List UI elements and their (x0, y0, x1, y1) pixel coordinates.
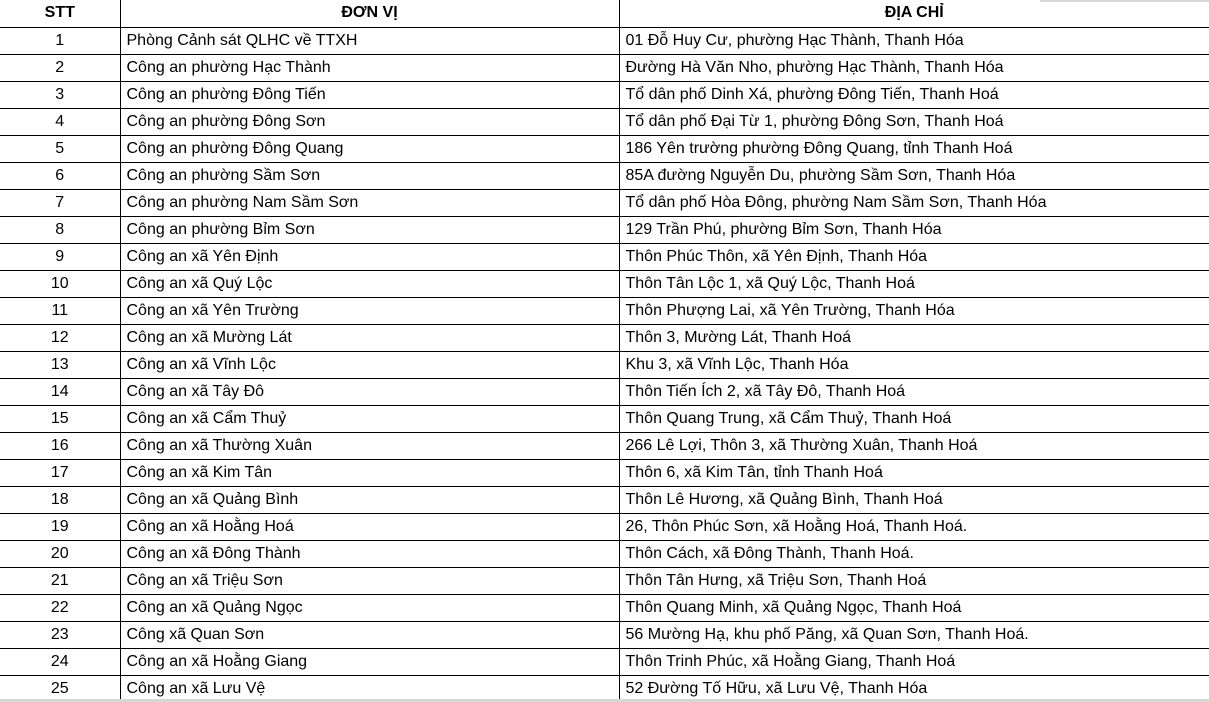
table-row (0, 243, 1209, 270)
header-address: ĐỊA CHỈ (619, 0, 1209, 27)
unit-cell: Công an xã Quảng Bình (120, 486, 619, 513)
table-row (0, 108, 1209, 135)
row-number-cell: 24 (0, 648, 120, 675)
table-row (0, 540, 1209, 567)
address-cell: Tổ dân phố Dinh Xá, phường Đông Tiến, Thanh Hoá (619, 81, 1209, 108)
table-row (0, 675, 1209, 702)
table-row (0, 594, 1209, 621)
row-number-cell: 15 (0, 405, 120, 432)
address-cell: Thôn Tân Lộc 1, xã Quý Lộc, Thanh Hoá (619, 270, 1209, 297)
address-cell: 186 Yên trường phường Đông Quang, tỉnh Thanh Hoá (619, 135, 1209, 162)
table-row (0, 621, 1209, 648)
address-cell: Tổ dân phố Đại Từ 1, phường Đông Sơn, Thanh Hoá (619, 108, 1209, 135)
unit-cell: Công an xã Thường Xuân (120, 432, 619, 459)
row-number-cell: 18 (0, 486, 120, 513)
table-row (0, 351, 1209, 378)
row-number-cell: 14 (0, 378, 120, 405)
address-cell: Thôn Phúc Thôn, xã Yên Định, Thanh Hóa (619, 243, 1209, 270)
row-number-cell: 11 (0, 297, 120, 324)
row-number-cell: 2 (0, 54, 120, 81)
unit-cell: Công an xã Cẩm Thuỷ (120, 405, 619, 432)
row-number-cell: 23 (0, 621, 120, 648)
address-cell: Thôn Cách, xã Đông Thành, Thanh Hoá. (619, 540, 1209, 567)
unit-cell: Công an xã Mường Lát (120, 324, 619, 351)
row-number-cell: 7 (0, 189, 120, 216)
unit-cell: Công an xã Quý Lộc (120, 270, 619, 297)
address-cell: Thôn 6, xã Kim Tân, tỉnh Thanh Hoá (619, 459, 1209, 486)
table-row (0, 648, 1209, 675)
row-number-cell: 16 (0, 432, 120, 459)
table-row (0, 513, 1209, 540)
row-number-cell: 19 (0, 513, 120, 540)
row-number-cell: 8 (0, 216, 120, 243)
table-row (0, 378, 1209, 405)
unit-cell: Công an phường Sầm Sơn (120, 162, 619, 189)
address-cell: Thôn Quang Trung, xã Cẩm Thuỷ, Thanh Hoá (619, 405, 1209, 432)
row-number-cell: 4 (0, 108, 120, 135)
address-cell: Thôn Tiến Ích 2, xã Tây Đô, Thanh Hoá (619, 378, 1209, 405)
table-row (0, 567, 1209, 594)
address-cell: 26, Thôn Phúc Sơn, xã Hoằng Hoá, Thanh Hoá. (619, 513, 1209, 540)
table-header (0, 0, 1209, 27)
row-number-cell: 1 (0, 27, 120, 54)
address-cell: Thôn Quang Minh, xã Quảng Ngọc, Thanh Hoá (619, 594, 1209, 621)
table-row (0, 270, 1209, 297)
table-row (0, 432, 1209, 459)
row-number-cell: 12 (0, 324, 120, 351)
row-number-cell: 10 (0, 270, 120, 297)
unit-cell: Công an phường Đông Tiến (120, 81, 619, 108)
table-row (0, 459, 1209, 486)
table-row (0, 297, 1209, 324)
header-row (0, 0, 1209, 27)
unit-cell: Công an phường Đông Quang (120, 135, 619, 162)
address-cell: 85A đường Nguyễn Du, phường Sầm Sơn, Thanh Hóa (619, 162, 1209, 189)
row-number-cell: 25 (0, 675, 120, 702)
unit-cell: Công an phường Hạc Thành (120, 54, 619, 81)
row-number-cell: 5 (0, 135, 120, 162)
unit-cell: Công an xã Tây Đô (120, 378, 619, 405)
table-row (0, 54, 1209, 81)
unit-cell: Công an xã Vĩnh Lộc (120, 351, 619, 378)
table-row (0, 486, 1209, 513)
unit-cell: Công an xã Yên Định (120, 243, 619, 270)
unit-cell: Công an xã Kim Tân (120, 459, 619, 486)
row-number-cell: 3 (0, 81, 120, 108)
unit-cell: Công an xã Hoằng Giang (120, 648, 619, 675)
row-number-cell: 22 (0, 594, 120, 621)
address-cell: Tổ dân phố Hòa Đông, phường Nam Sầm Sơn, Thanh Hóa (619, 189, 1209, 216)
unit-cell: Công an phường Đông Sơn (120, 108, 619, 135)
header-unit: ĐƠN VỊ (120, 0, 619, 27)
address-cell: 01 Đỗ Huy Cư, phường Hạc Thành, Thanh Hóa (619, 27, 1209, 54)
unit-cell: Công xã Quan Sơn (120, 621, 619, 648)
address-cell: 266 Lê Lợi, Thôn 3, xã Thường Xuân, Thanh Hoá (619, 432, 1209, 459)
header-stt: STT (0, 0, 120, 27)
row-number-cell: 20 (0, 540, 120, 567)
table-row (0, 135, 1209, 162)
top-edge-artifact (1040, 0, 1209, 2)
unit-cell: Công an xã Quảng Ngọc (120, 594, 619, 621)
address-cell: Thôn Phượng Lai, xã Yên Trường, Thanh Hóa (619, 297, 1209, 324)
row-number-cell: 6 (0, 162, 120, 189)
address-cell: Đường Hà Văn Nho, phường Hạc Thành, Thanh Hóa (619, 54, 1209, 81)
unit-cell: Công an phường Nam Sầm Sơn (120, 189, 619, 216)
row-number-cell: 17 (0, 459, 120, 486)
table-row (0, 162, 1209, 189)
unit-cell: Công an xã Triệu Sơn (120, 567, 619, 594)
address-cell: Thôn Trinh Phúc, xã Hoằng Giang, Thanh Hoá (619, 648, 1209, 675)
address-cell: Khu 3, xã Vĩnh Lộc, Thanh Hóa (619, 351, 1209, 378)
address-cell: 129 Trần Phú, phường Bỉm Sơn, Thanh Hóa (619, 216, 1209, 243)
row-number-cell: 21 (0, 567, 120, 594)
table-row (0, 324, 1209, 351)
table-row (0, 405, 1209, 432)
address-cell: 52 Đường Tố Hữu, xã Lưu Vệ, Thanh Hóa (625, 679, 928, 697)
row-number-cell: 13 (0, 351, 120, 378)
unit-cell: Công an xã Lưu Vệ (120, 675, 619, 702)
address-cell: Thôn 3, Mường Lát, Thanh Hoá (619, 324, 1209, 351)
unit-cell: Công an xã Yên Trường (120, 297, 619, 324)
unit-cell: Công an xã Hoằng Hoá (120, 513, 619, 540)
unit-cell: Công an xã Đông Thành (120, 540, 619, 567)
table-row (0, 216, 1209, 243)
unit-cell: Phòng Cảnh sát QLHC về TTXH (120, 27, 619, 54)
table-row (0, 81, 1209, 108)
address-cell: Thôn Tân Hưng, xã Triệu Sơn, Thanh Hoá (619, 567, 1209, 594)
table-row (0, 27, 1209, 54)
table-body (0, 27, 1209, 702)
table-row (0, 189, 1209, 216)
unit-cell: Công an phường Bỉm Sơn (120, 216, 619, 243)
address-cell: 56 Mường Hạ, khu phố Păng, xã Quan Sơn, Thanh Hoá. (619, 621, 1209, 648)
row-number-cell: 9 (0, 243, 120, 270)
address-cell: Thôn Lê Hương, xã Quảng Bình, Thanh Hoá (619, 486, 1209, 513)
